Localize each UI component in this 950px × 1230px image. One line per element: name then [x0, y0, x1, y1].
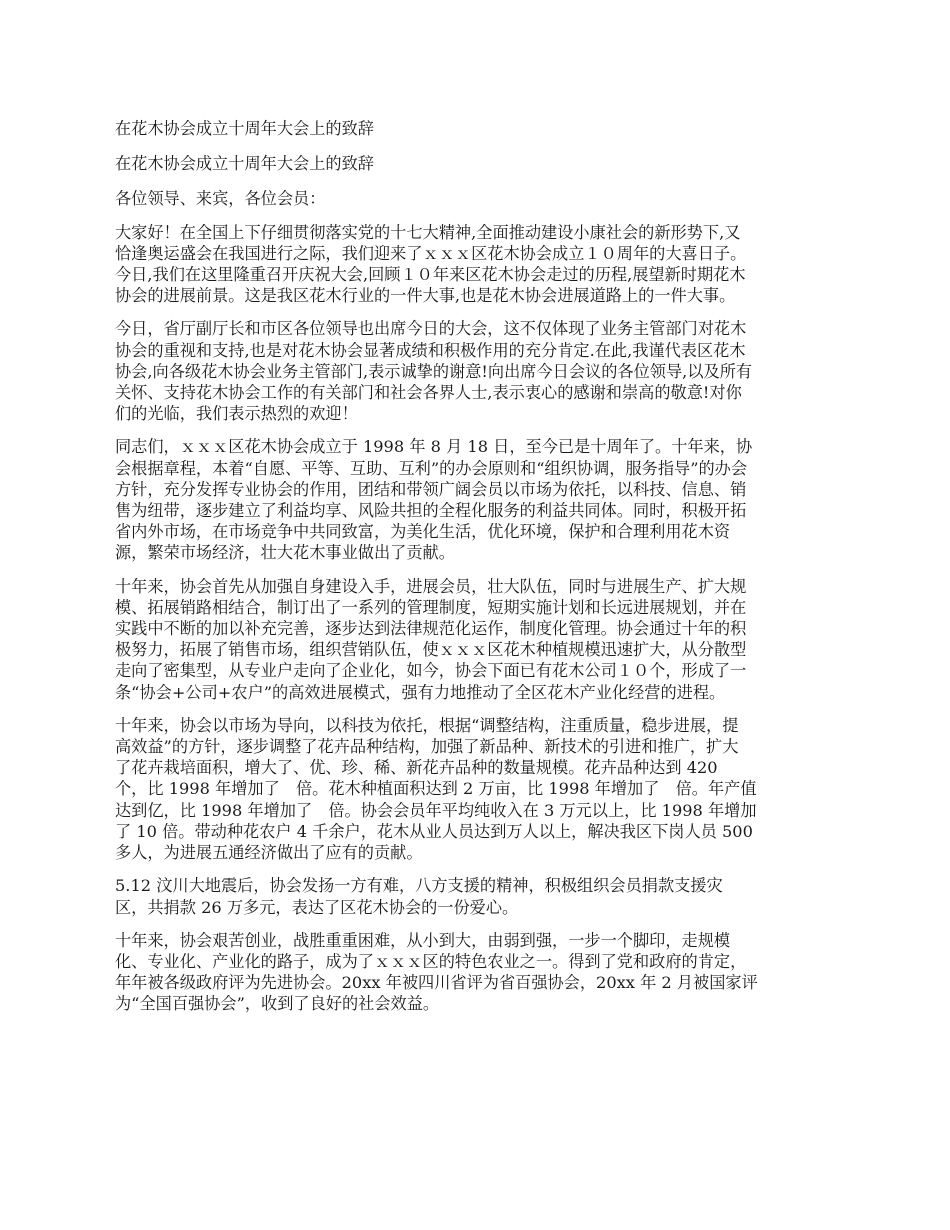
paragraph-line: 多人，为进展五通经济做出了应有的贡献。 — [115, 843, 423, 863]
paragraph-line: 个，比 1998 年增加了 倍。花木种植面积达到 2 万亩，比 1998 年增加了 倍。年产值 — [115, 779, 757, 799]
document-title: 在花木协会成立十周年大会上的致辞 — [115, 119, 374, 138]
paragraph-line: 极努力，拓展了销售市场，组织营销队伍，使ｘｘｘ区花木种植规模迅速扩大，从分散型 — [115, 640, 747, 660]
paragraph-line: 协会的重视和支持,也是对花木协会显著成绩和积极作用的充分肯定.在此,我谨代表区花木 — [115, 340, 746, 360]
paragraph-line: 高效益”的方针，逐步调整了花卉品种结构，加强了新品种、新技术的引进和推广，扩大 — [115, 737, 739, 757]
paragraph-line: 为“全国百强协会”，收到了良好的社会效益。 — [115, 994, 440, 1014]
paragraph-line: 大家好！在全国上下仔细贯彻落实党的十七大精神,全面推动建设小康社会的新形势下,又 — [115, 222, 741, 242]
paragraph-greeting — [115, 222, 835, 307]
paragraph-line: 5.12 汶川大地震后，协会发扬一方有难，八方支援的精神，积极组织会员捐款支援灾 — [115, 876, 723, 896]
paragraph-line: 区，共捐款 26 万多元，表达了区花木协会的一份爱心。 — [115, 897, 519, 917]
paragraph-line: 们的光临，我们表示热烈的欢迎！ — [115, 404, 358, 424]
paragraph-line: 模、拓展销路相结合，制订出了一系列的管理制度，短期实施计划和长远进展规划，并在 — [115, 597, 747, 617]
paragraph-line: 十年来，协会艰苦创业，战胜重重困难，从小到大，由弱到强，一步一个脚印，走规模 — [115, 930, 731, 950]
paragraph-line: 实践中不断的加以补充完善，逐步达到法律规范化运作，制度化管理。协会通过十年的积 — [115, 619, 747, 639]
paragraph-line: 关怀、支持花木协会工作的有关部门和社会各界人士,表示衷心的感谢和崇高的敬意!对你 — [115, 383, 742, 403]
paragraph-line: 今日,我们在这里隆重召开庆祝大会,回顾１０年来区花木协会走过的历程,展望新时期花木 — [115, 265, 746, 285]
paragraph-line: 了花卉栽培面积，增大了、优、珍、稀、新花卉品种的数量规模。花卉品种达到 420 — [115, 758, 718, 778]
paragraph-line: 十年来，协会以市场为导向，以科技为依托，根据“调整结构，注重质量，稳步进展，提 — [115, 715, 739, 735]
document-title-repeat: 在花木协会成立十周年大会上的致辞 — [115, 154, 374, 174]
paragraph-line: 年年被各级政府评为先进协会。20xx 年被四川省评为省百强协会，20xx 年 2 月被国家评 — [115, 973, 758, 993]
paragraph-thanks — [115, 318, 835, 424]
paragraph-line: 今日，省厅副厅长和市区各位领导也出席今日的大会，这不仅体现了业务主管部门对花木 — [115, 319, 747, 339]
paragraph-line: 同志们，ｘｘｘ区花木协会成立于 1998 年 8 月 18 日，至今已是十周年了。十年来，协 — [115, 437, 753, 457]
paragraph-line: 省内外市场，在市场竞争中共同致富，为美化生活，优化环境，保护和合理利用花木资 — [115, 522, 731, 542]
salutation: 各位领导、来宾，各位会员： — [115, 189, 326, 209]
paragraph-line: 了 10 倍。带动种花农户 4 千余户，花木从业人员达到万人以上，解决我区下岗人员 500 — [115, 821, 753, 841]
paragraph-line: 售为纽带，逐步建立了利益均享、风险共担的全程化服务的利益共同体。同时，积极开拓 — [115, 501, 747, 521]
paragraph-line: 方针，充分发挥专业协会的作用，团结和带领广阔会员以市场为依托，以科技、信息、销 — [115, 479, 747, 499]
paragraph-line: 条“协会+公司+农户”的高效进展模式，强有力地推动了全区花木产业化经营的进程。 — [115, 682, 726, 702]
paragraph-line: 协会的进展前景。这是我区花木行业的一件大事,也是花木协会进展道路上的一件大事。 — [115, 286, 736, 306]
paragraph-line: 十年来，协会首先从加强自身建设入手，进展会员，壮大队伍，同时与进展生产、扩大规 — [115, 576, 747, 596]
paragraph-line: 恰逢奥运盛会在我国进行之际，我们迎来了ｘｘｘ区花木协会成立１０周年的大喜日子。 — [115, 243, 747, 263]
paragraph-line: 协会,向各级花木协会业务主管部门,表示诚挚的谢意!向出席今日会议的各位领导,以及所有 — [115, 361, 753, 381]
paragraph-conclusion — [115, 930, 835, 1015]
paragraph-achievements — [115, 715, 835, 863]
paragraph-organization — [115, 576, 835, 703]
paragraph-earthquake — [115, 875, 835, 917]
paragraph-line: 达到亿，比 1998 年增加了 倍。协会会员年平均纯收入在 3 万元以上，比 1998 年增加 — [115, 800, 757, 820]
document-page — [115, 118, 835, 1027]
paragraph-line: 会根据章程，本着“自愿、平等、互助、互利”的办会原则和“组织协调，服务指导”的办会 — [115, 458, 748, 478]
paragraph-line: 化、专业化、产业化的路子，成为了ｘｘｘ区的特色农业之一。得到了党和政府的肯定， — [115, 951, 747, 971]
paragraph-line: 源，繁荣市场经济，壮大花木事业做出了贡献。 — [115, 543, 455, 563]
paragraph-line: 走向了密集型，从专业户走向了企业化，如今，协会下面已有花木公司１０个，形成了一 — [115, 661, 747, 681]
paragraph-history — [115, 436, 835, 563]
